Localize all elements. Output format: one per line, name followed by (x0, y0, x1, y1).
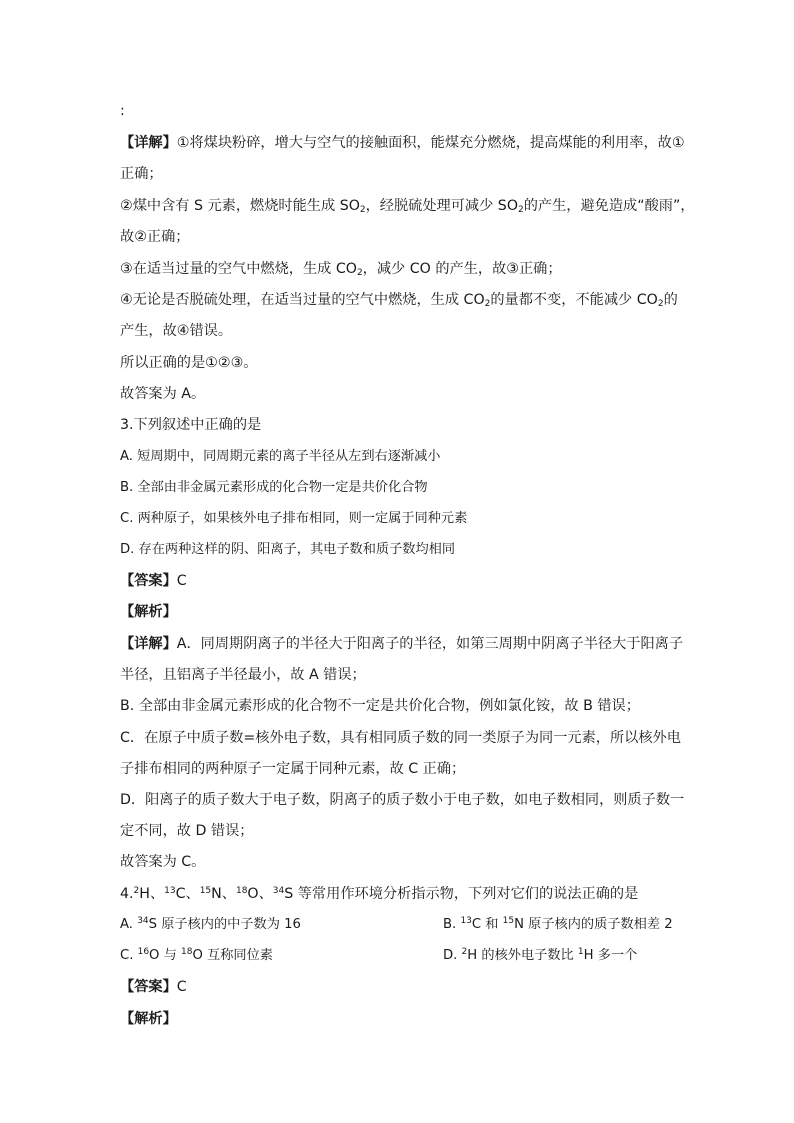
answer-label: 【答案】C (120, 979, 187, 995)
stray-colon: : (120, 103, 125, 119)
explanation-line: C．在原子中质子数=核外电子数，具有相同质子数的同一类原子为同一元素，所以核外电 (120, 730, 681, 746)
explanation-line: 【详解】①将煤块粉碎，增大与空气的接触面积，能煤充分燃烧，提高煤能的利用率，故① (120, 135, 685, 151)
question-stem: 3.下列叙述中正确的是 (120, 417, 262, 433)
explanation-line: 定不同，故 D 错误； (120, 823, 254, 839)
option-b: B. $^{13}$C 和 $^{15}$N 原子核内的质子数相差 2 (443, 916, 673, 932)
option-c: C. $^{16}$O 与 $^{18}$O 互称同位素 (120, 947, 273, 963)
answer-label: 【答案】C (120, 573, 187, 589)
answer-statement: 故答案为 C。 (120, 854, 206, 870)
explanation-line: 产生，故④错误。 (120, 323, 233, 339)
option-d: D. $^2$H 的核外电子数比 $^1$H 多一个 (443, 947, 638, 963)
explanation-line: D．阳离子的质子数大于电子数，阴离子的质子数小于电子数，如电子数相同，则质子数一 (120, 792, 685, 808)
explanation-line: ②煤中含有 S 元素，燃烧时能生成 $SO_2$，经脱硫处理可减少 $SO_2$的产生，避免造成“酸雨”， (120, 198, 695, 215)
explanation-line: 半径，且铝离子半径最小，故 A 错误； (120, 667, 366, 683)
question-stem: 4.$^2$H、$^{13}$C、$^{15}$N、$^{18}$O、$^{34}$S 等常用作环境分析指示物，下列对它们的说法正确的是 (120, 886, 639, 902)
explanation-line: 所以正确的是①②③。 (120, 355, 258, 371)
option-c: C. 两种原子，如果核外电子排布相同，则一定属于同种元素 (120, 511, 468, 526)
option-a: A. 短周期中，同周期元素的离子半径从左到右逐渐减小 (120, 449, 441, 464)
explanation-line: B. 全部由非金属元素形成的化合物不一定是共价化合物，例如氯化铵，故 B 错误； (120, 698, 640, 714)
explanation-line: 子排布相同的两种原子一定属于同种元素，故 C 正确； (120, 761, 466, 777)
explanation-line: 【详解】A．同周期阴离子的半径大于阳离子的半径，如第三周期中阴离子半径大于阳离子 (120, 636, 684, 652)
option-a: A. $^{34}$S 原子核内的中子数为 16 (120, 916, 301, 932)
explanation-line: 故②正确； (120, 229, 190, 245)
option-d: D. 存在两种这样的阴、阳离子，其电子数和质子数均相同 (120, 542, 456, 557)
analysis-label: 【解析】 (120, 1011, 177, 1027)
explanation-line: ③在适当过量的空气中燃烧，生成 $CO_2$，减少 CO 的产生，故③正确； (120, 261, 562, 278)
explanation-line: 正确； (120, 166, 163, 182)
option-b: B. 全部由非金属元素形成的化合物一定是共价化合物 (120, 480, 428, 495)
explanation-line: ④无论是否脱硫处理，在适当过量的空气中燃烧，生成 $CO_2$的量都不变，不能减少 $CO_2$的 (120, 292, 678, 309)
answer-statement: 故答案为 A。 (120, 386, 206, 402)
analysis-label: 【解析】 (120, 604, 177, 620)
